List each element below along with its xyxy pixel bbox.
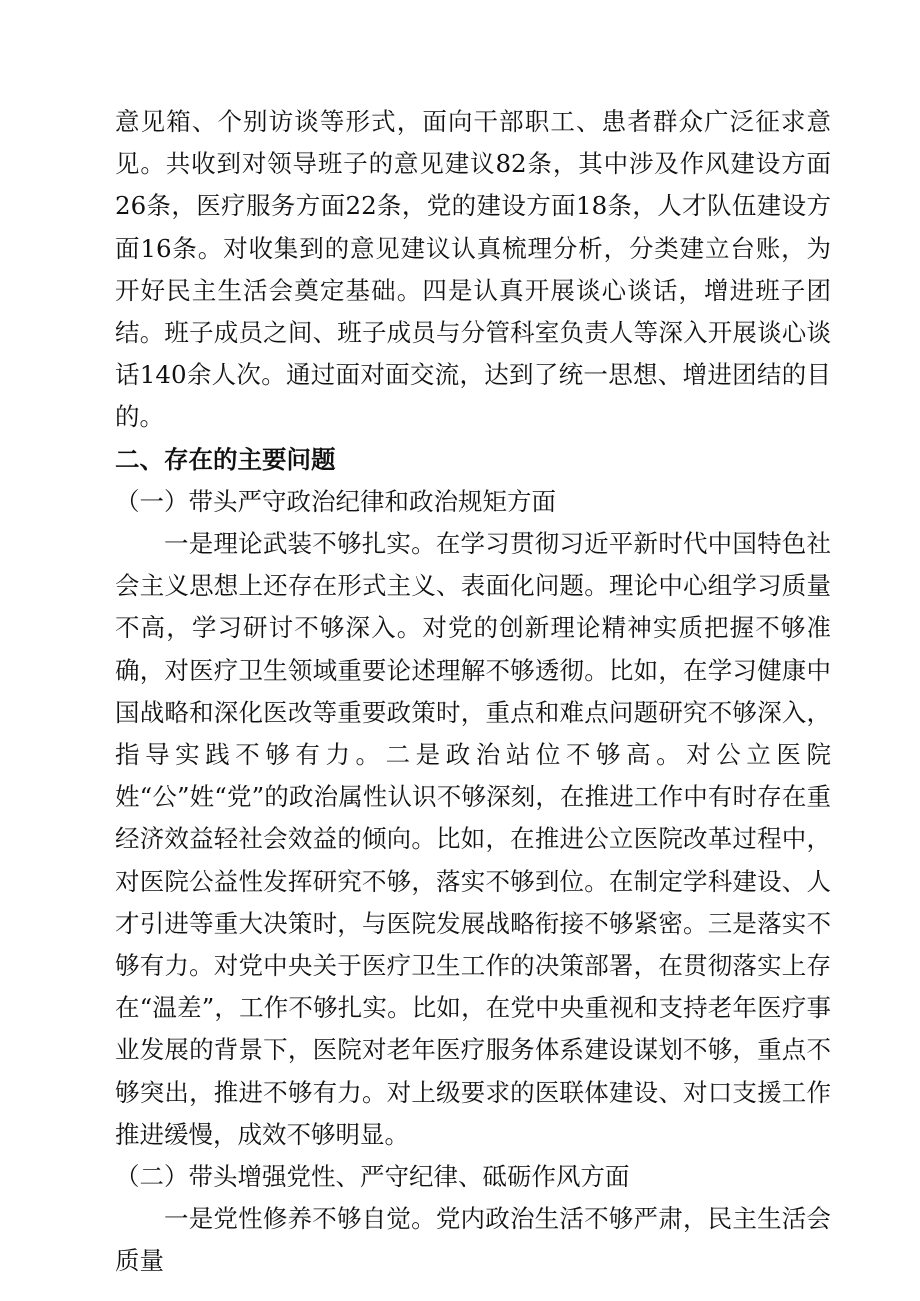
section-heading-main-problems: 二、存在的主要问题 — [115, 444, 336, 474]
subsection-heading-party-spirit: （二）带头增强党性、严守纪律、砥砺作风方面 — [115, 1162, 630, 1192]
paragraph-political-discipline-issues: 一是理论武装不够扎实。在学习贯彻习近平新时代中国特色社会主义思想上还存在形式主义、表面化问题。理论中心组学习质量不高，学习研讨不够深入。对党的创新理论精神实质把握不够准确，对医疗卫生领域重要论述理解不够透彻。比如，在学习健康中国战略和深化医改等重要政策时，重点和难点问题研究不够深入，指导实践不够有力。二是政治站位不够高。对公立医院姓“公”姓“党”的政治属性认识不够深刻，在推进工作中有时存在重经济效益轻社会效益的倾向。比如，在推进公立医院改革过程中，对医院公益性发挥研究不够，落实不够到位。在制定学科建设、人才引进等重大决策时，与医院发展战略衔接不够紧密。三是落实不够有力。对党中央关于医疗卫生工作的决策部署，在贯彻落实上存在“温差”，工作不够扎实。比如，在党中央重视和支持老年医疗事业发展的背景下，医院对老年医疗服务体系建设谋划不够，重点不够突出，推进不够有力。对上级要求的医联体建设、对口支援工作推进缓慢，成效不够明显。 — [115, 529, 831, 1149]
subsection-heading-political-discipline: （一）带头严守政治纪律和政治规矩方面 — [115, 486, 556, 516]
document-body — [115, 101, 831, 1283]
paragraph-party-spirit-issues: 一是党性修养不够自觉。党内政治生活不够严肃，民主生活会质量 — [115, 1204, 831, 1276]
paragraph-opinion-collection: 意见箱、个别访谈等形式，面向干部职工、患者群众广泛征求意见。共收到对领导班子的意见建议82条，其中涉及作风建设方面26条，医疗服务方面22条，党的建设方面18条，人才队伍建设方面16条。对收集到的意见建议认真梳理分析，分类建立台账，为开好民主生活会奠定基础。四是认真开展谈心谈话，增进班子团结。班子成员之间、班子成员与分管科室负责人等深入开展谈心谈话140余人次。通过面对面交流，达到了统一思想、增进团结的目的。 — [115, 107, 831, 432]
